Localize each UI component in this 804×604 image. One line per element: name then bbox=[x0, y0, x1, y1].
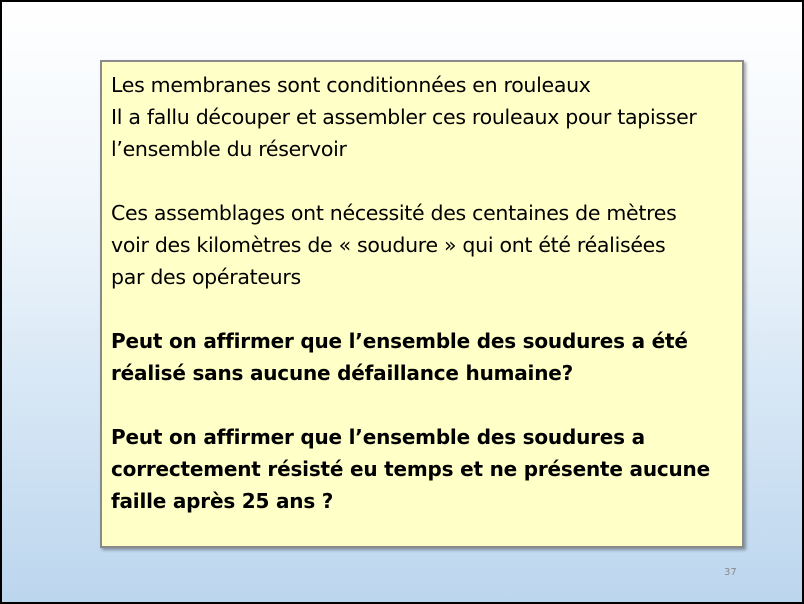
text-line: faille après 25 ans ? bbox=[111, 489, 334, 513]
page-number: 37 bbox=[724, 567, 737, 578]
text-line: Il a fallu découper et assembler ces rouleaux pour tapisser bbox=[111, 105, 697, 129]
text-line: par des opérateurs bbox=[111, 265, 301, 289]
text-line: voir des kilomètres de « soudure » qui ont été réalisées bbox=[111, 233, 666, 257]
paragraph-assemblages bbox=[111, 197, 742, 293]
text-line: Peut on affirmer que l’ensemble des soudures a bbox=[111, 425, 645, 449]
question-human-failure bbox=[111, 325, 742, 389]
text-line: réalisé sans aucune défaillance humaine? bbox=[111, 361, 574, 385]
text-line: Les membranes sont conditionnées en rouleaux bbox=[111, 73, 591, 97]
paragraph-membranes bbox=[111, 69, 742, 165]
question-resistance bbox=[111, 421, 742, 517]
text-line: l’ensemble du réservoir bbox=[111, 137, 347, 161]
text-line: Peut on affirmer que l’ensemble des soudures a été bbox=[111, 329, 688, 353]
text-line: correctement résisté eu temps et ne présente aucune bbox=[111, 457, 710, 481]
text-box[interactable] bbox=[100, 60, 744, 548]
text-line: Ces assemblages ont nécessité des centaines de mètres bbox=[111, 201, 677, 225]
